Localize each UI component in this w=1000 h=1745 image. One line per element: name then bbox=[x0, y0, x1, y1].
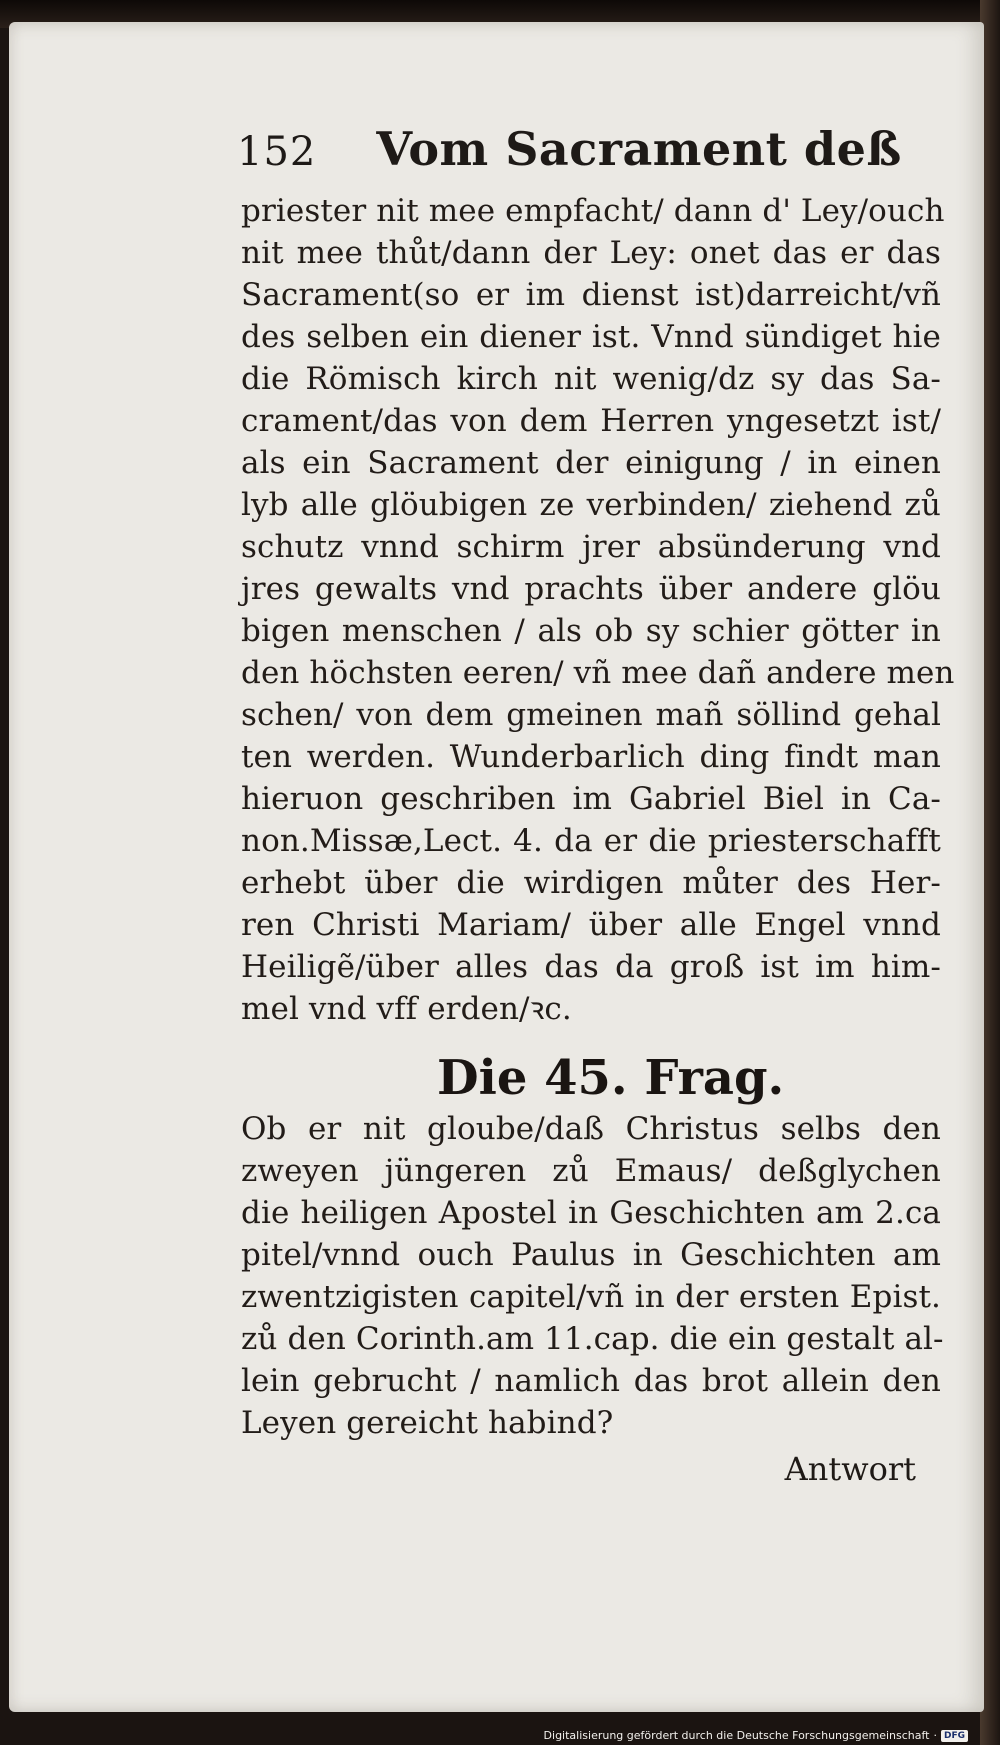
body-text bbox=[241, 190, 955, 1030]
digitization-credit bbox=[544, 1729, 968, 1742]
text-line: schen/ von dem gmeinen mañ söllind gehal bbox=[241, 697, 941, 733]
text-line: priester nit mee empfacht/ dann d' Ley/ouch bbox=[241, 193, 945, 229]
book-page bbox=[9, 22, 984, 1712]
text-line: jres gewalts vnd prachts über andere glöu bbox=[241, 571, 941, 607]
text-line: ten werden. Wunderbarlich ding findt man bbox=[241, 739, 941, 775]
credit-text: Digitalisierung gefördert durch die Deutsche Forschungsgemeinschaft bbox=[543, 1729, 930, 1742]
text-line: ren Christi Mariam/ über alle Engel vnnd bbox=[241, 907, 941, 943]
text-line: Sacrament(so er im dienst ist)darreicht/vñ bbox=[241, 277, 941, 313]
catchword: Antwort bbox=[784, 1450, 916, 1488]
text-line: die Römisch kirch nit wenig/dz sy das Sa- bbox=[241, 361, 941, 397]
question-line: die heiligen Apostel in Geschichten am 2.ca bbox=[241, 1195, 941, 1231]
page-number: 152 bbox=[237, 129, 317, 175]
question-heading: Die 45. Frag. bbox=[437, 1050, 785, 1106]
question-line: lein gebrucht / namlich das brot allein den bbox=[241, 1363, 941, 1399]
text-line: hieruon geschriben im Gabriel Biel in Ca- bbox=[241, 781, 941, 817]
question-line: zů den Corinth.am 11.cap. die ein gestalt al- bbox=[241, 1321, 944, 1357]
text-line: Heiligẽ/über alles das da groß ist im him- bbox=[241, 949, 941, 985]
text-line: lyb alle glöubigen ze verbinden/ ziehend zů bbox=[241, 487, 941, 523]
question-line: zweyen jüngeren zů Emaus/ deßglychen bbox=[241, 1153, 941, 1189]
question-line: zwentzigisten capitel/vñ in der ersten Epist. bbox=[241, 1279, 941, 1315]
text-line: des selben ein diener ist. Vnnd sündiget hie bbox=[241, 319, 941, 355]
credit-separator: · bbox=[933, 1729, 937, 1742]
question-line: Leyen gereicht habind? bbox=[241, 1405, 614, 1441]
dfg-logo: DFG bbox=[941, 1730, 968, 1742]
text-line: non.Missæ,Lect. 4. da er die priesterschafft bbox=[241, 823, 941, 859]
text-line: bigen menschen / als ob sy schier götter in bbox=[241, 613, 941, 649]
running-head bbox=[237, 122, 902, 182]
question-text bbox=[241, 1108, 944, 1444]
text-line: crament/das von dem Herren yngesetzt ist/ bbox=[241, 403, 941, 439]
question-line: Ob er nit gloube/daß Christus selbs den bbox=[241, 1111, 941, 1147]
text-line: als ein Sacrament der einigung / in einen bbox=[241, 445, 941, 481]
running-header-title: Vom Sacrament deß bbox=[376, 122, 902, 176]
text-line: nit mee thůt/dann der Ley: onet das er das bbox=[241, 235, 941, 271]
text-line: den höchsten eeren/ vñ mee dañ andere men bbox=[241, 655, 955, 691]
text-line: schutz vnnd schirm jrer absünderung vnd bbox=[241, 529, 941, 565]
text-line: erhebt über die wirdigen můter des Her- bbox=[241, 865, 941, 901]
text-line: mel vnd vff erden/ꝛc. bbox=[241, 991, 572, 1027]
question-line: pitel/vnnd ouch Paulus in Geschichten am bbox=[241, 1237, 941, 1273]
